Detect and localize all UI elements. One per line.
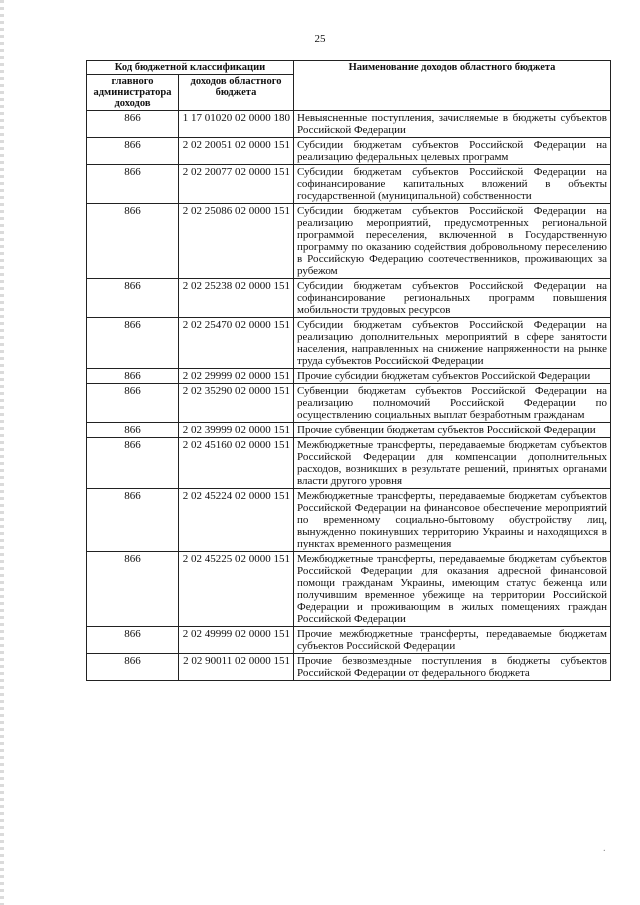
income-name-cell: Субсидии бюджетам субъектов Российской Федерации на реализацию федеральных целевых программ [294,138,611,165]
admin-code-cell: 866 [87,369,179,384]
income-code-cell: 2 02 45160 02 0000 151 [179,438,294,489]
table-row [87,318,611,369]
income-name-cell: Межбюджетные трансферты, передаваемые бюджетам субъектов Российской Федерации для компенсации дополнительных расходов, возникших в результате решений, принятых органами власти другого уровня [294,438,611,489]
admin-code-cell: 866 [87,423,179,438]
admin-code-cell: 866 [87,384,179,423]
header-classification-code: Код бюджетной классификации [87,61,294,75]
scan-edge [0,0,4,905]
page-number: 25 [314,33,326,45]
table-row [87,138,611,165]
table-row [87,279,611,318]
income-name-cell: Прочие субсидии бюджетам субъектов Российской Федерации [294,369,611,384]
admin-code-cell: 866 [87,204,179,279]
income-code-cell: 2 02 35290 02 0000 151 [179,384,294,423]
income-name-cell: Субвенции бюджетам субъектов Российской Федерации на реализацию полномочий Российской Федерации по осуществлению социальных выплат безработным гражданам [294,384,611,423]
income-code-cell: 2 02 45224 02 0000 151 [179,489,294,552]
table-body [87,111,611,681]
budget-classification-table [86,60,611,681]
admin-code-cell: 866 [87,489,179,552]
admin-code-cell: 866 [87,279,179,318]
income-code-cell: 1 17 01020 02 0000 180 [179,111,294,138]
income-code-cell: 2 02 45225 02 0000 151 [179,552,294,627]
table-row [87,384,611,423]
admin-code-cell: 866 [87,552,179,627]
income-name-cell: Субсидии бюджетам субъектов Российской Федерации на софинансирование региональных программ повышения мобильности трудовых ресурсов [294,279,611,318]
income-code-cell: 2 02 39999 02 0000 151 [179,423,294,438]
admin-code-cell: 866 [87,654,179,681]
table-row [87,165,611,204]
income-name-cell: Прочие межбюджетные трансферты, передаваемые бюджетам субъектов Российской Федерации [294,627,611,654]
table-row [87,627,611,654]
income-code-cell: 2 02 25470 02 0000 151 [179,318,294,369]
income-name-cell: Прочие безвозмездные поступления в бюджеты субъектов Российской Федерации от федерального бюджета [294,654,611,681]
income-name-cell: Невыясненные поступления, зачисляемые в бюджеты субъектов Российской Федерации [294,111,611,138]
header-income-code: доходов областного бюджета [179,75,294,111]
income-code-cell: 2 02 20077 02 0000 151 [179,165,294,204]
admin-code-cell: 866 [87,438,179,489]
income-name-cell: Прочие субвенции бюджетам субъектов Российской Федерации [294,423,611,438]
income-name-cell: Межбюджетные трансферты, передаваемые бюджетам субъектов Российской Федерации для оказания адресной финансовой помощи гражданам Украины, имеющим статус беженца или получившим временное убежище на территории Российской Федерации и проживающим в жилых помещениях граждан Российской Федерации [294,552,611,627]
table-row [87,111,611,138]
income-code-cell: 2 02 29999 02 0000 151 [179,369,294,384]
income-name-cell: Межбюджетные трансферты, передаваемые бюджетам субъектов Российской Федерации на финансовое обеспечение мероприятий по временному социально-бытовому обустройству лиц, вынужденно покинувших территорию Украины и находящихся в пунктах временного размещения [294,489,611,552]
table-row [87,552,611,627]
income-code-cell: 2 02 90011 02 0000 151 [179,654,294,681]
income-name-cell: Субсидии бюджетам субъектов Российской Федерации на реализацию мероприятий, предусмотренных региональной программой переселения, включенной в Государственную программу по оказанию содействия добровольному переселению в Российскую Федерацию соотечественников, проживающих за рубежом [294,204,611,279]
header-chief-administrator: главного администратора доходов [87,75,179,111]
table-row [87,204,611,279]
income-code-cell: 2 02 49999 02 0000 151 [179,627,294,654]
income-name-cell: Субсидии бюджетам субъектов Российской Федерации на реализацию дополнительных мероприятий в сфере занятости населения, направленных на снижение напряженности на рынке труда субъектов Российской Федерации [294,318,611,369]
header-income-name: Наименование доходов областного бюджета [294,61,611,111]
income-code-cell: 2 02 25086 02 0000 151 [179,204,294,279]
table-row [87,654,611,681]
admin-code-cell: 866 [87,138,179,165]
table-row [87,438,611,489]
scan-mark: · [602,846,606,857]
table-row [87,369,611,384]
admin-code-cell: 866 [87,111,179,138]
income-code-cell: 2 02 20051 02 0000 151 [179,138,294,165]
table-row [87,489,611,552]
admin-code-cell: 866 [87,165,179,204]
admin-code-cell: 866 [87,318,179,369]
income-code-cell: 2 02 25238 02 0000 151 [179,279,294,318]
table-row [87,423,611,438]
income-name-cell: Субсидии бюджетам субъектов Российской Федерации на софинансирование капитальных вложений в объекты государственной (муниципальной) собственности [294,165,611,204]
admin-code-cell: 866 [87,627,179,654]
